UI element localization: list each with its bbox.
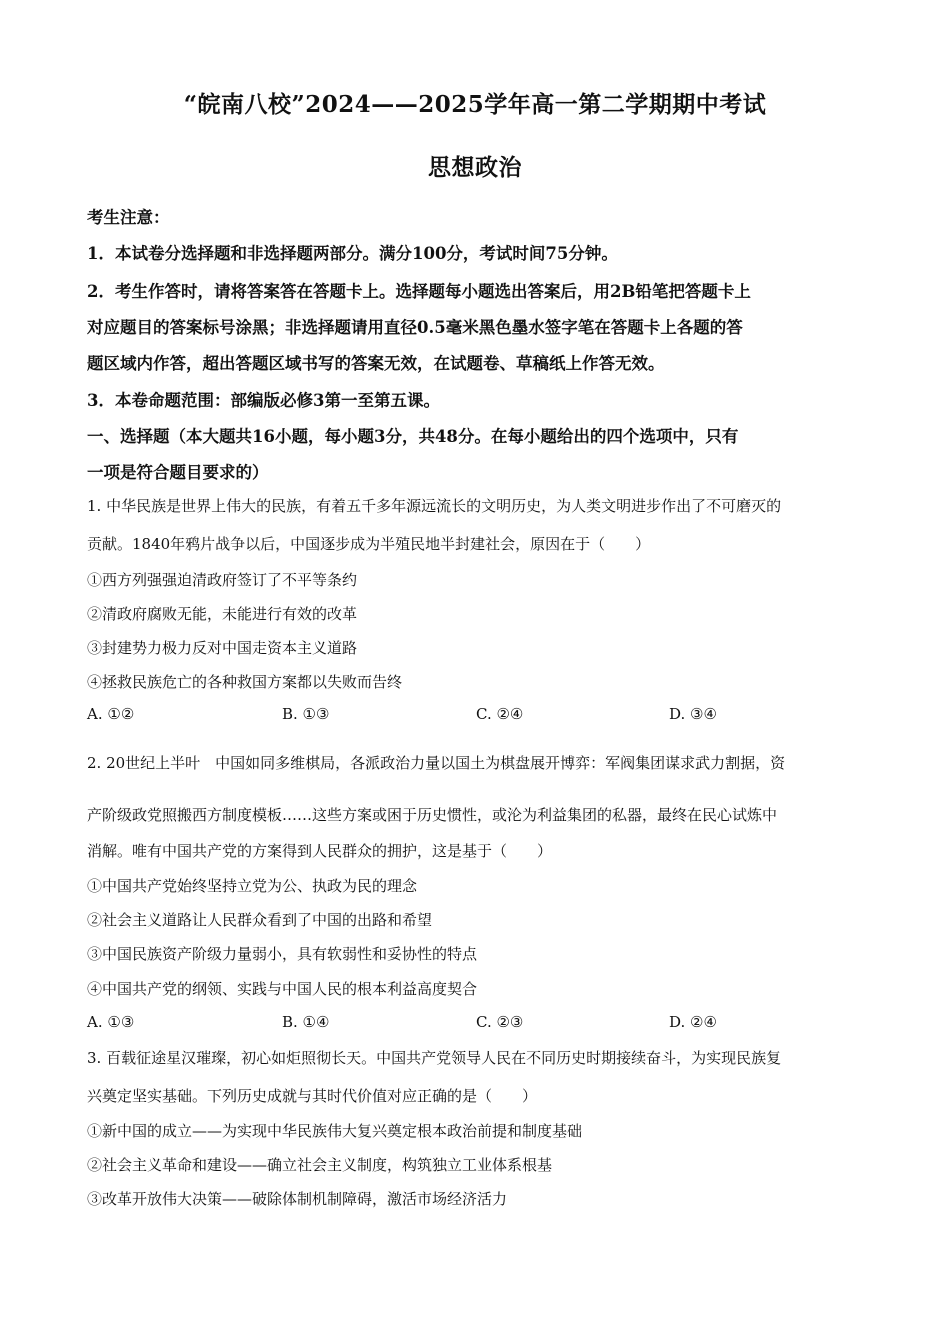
notice-line: 题区域内作答，超出答题区域书写的答案无效，在试题卷、草稿纸上作答无效。 bbox=[87, 354, 665, 373]
question-1-item: ①西方列强强迫清政府签订了不平等条约 bbox=[87, 571, 358, 589]
question-2-option-a[interactable]: A. ①③ bbox=[87, 1013, 135, 1031]
question-1-option-d[interactable]: D. ③④ bbox=[669, 705, 717, 723]
question-2-stem: 2. 20世纪上半叶 中国如同多维棋局，各派政治力量以国土为棋盘展开博弈：军阀集团谋求武力割据，资 bbox=[87, 754, 786, 772]
question-2-item: ④中国共产党的纲领、实践与中国人民的根本利益高度契合 bbox=[87, 980, 478, 998]
notice-line: 1．本试卷分选择题和非选择题两部分。满分100分，考试时间75分钟。 bbox=[87, 244, 618, 263]
question-2-item: ①中国共产党始终坚持立党为公、执政为民的理念 bbox=[87, 877, 418, 895]
question-2-item: ③中国民族资产阶级力量弱小，具有软弱性和妥协性的特点 bbox=[87, 945, 478, 963]
exam-title: “皖南八校”2024——2025学年高一第二学期期中考试 bbox=[183, 91, 767, 118]
question-2-stem: 产阶级政党照搬西方制度模板……这些方案或困于历史惯性，或沦为利益集团的私器，最终在民心试炼中 bbox=[87, 806, 778, 824]
question-2-item: ②社会主义道路让人民群众看到了中国的出路和希望 bbox=[87, 911, 433, 929]
question-3-item: ①新中国的成立——为实现中华民族伟大复兴奠定根本政治前提和制度基础 bbox=[87, 1122, 583, 1140]
question-2-option-c[interactable]: C. ②③ bbox=[476, 1013, 524, 1031]
question-1-stem: 贡献。1840年鸦片战争以后，中国逐步成为半殖民地半封建社会，原因在于（ ） bbox=[87, 535, 651, 553]
question-3-stem: 兴奠定坚实基础。下列历史成就与其时代价值对应正确的是（ ） bbox=[87, 1087, 538, 1105]
question-1-item: ③封建势力极力反对中国走资本主义道路 bbox=[87, 639, 358, 657]
question-1-item: ②清政府腐败无能，未能进行有效的改革 bbox=[87, 605, 358, 623]
question-1-option-a[interactable]: A. ①② bbox=[87, 705, 135, 723]
question-2-stem: 消解。唯有中国共产党的方案得到人民群众的拥护，这是基于（ ） bbox=[87, 842, 553, 860]
section-heading: 一、选择题（本大题共16小题，每小题3分，共48分。在每小题给出的四个选项中，只有 bbox=[87, 427, 739, 446]
question-3-item: ②社会主义革命和建设——确立社会主义制度，构筑独立工业体系根基 bbox=[87, 1156, 553, 1174]
notice-heading: 考生注意： bbox=[87, 208, 170, 227]
notice-line: 3．本卷命题范围：部编版必修3第一至第五课。 bbox=[87, 391, 440, 410]
subject-title: 思想政治 bbox=[428, 154, 522, 181]
section-heading: 一项是符合题目要求的） bbox=[87, 463, 269, 482]
question-1-stem: 1. 中华民族是世界上伟大的民族，有着五千多年源远流长的文明历史，为人类文明进步作出了不可磨灭的 bbox=[87, 497, 782, 515]
question-2-option-d[interactable]: D. ②④ bbox=[669, 1013, 717, 1031]
question-3-item: ③改革开放伟大决策——破除体制机制障碍，激活市场经济活力 bbox=[87, 1190, 508, 1208]
question-1-option-c[interactable]: C. ②④ bbox=[476, 705, 524, 723]
question-2-option-b[interactable]: B. ①④ bbox=[282, 1013, 330, 1031]
question-3-stem: 3. 百载征途星汉璀璨，初心如炬照彻长天。中国共产党领导人民在不同历史时期接续奋斗，为实现民族复 bbox=[87, 1049, 782, 1067]
notice-line: 2．考生作答时，请将答案答在答题卡上。选择题每小题选出答案后，用2B铅笔把答题卡上 bbox=[87, 282, 751, 301]
notice-line: 对应题目的答案标号涂黑；非选择题请用直径0.5毫米黑色墨水签字笔在答题卡上各题的答 bbox=[87, 318, 743, 337]
question-1-option-b[interactable]: B. ①③ bbox=[282, 705, 330, 723]
question-1-item: ④拯救民族危亡的各种救国方案都以失败而告终 bbox=[87, 673, 403, 691]
